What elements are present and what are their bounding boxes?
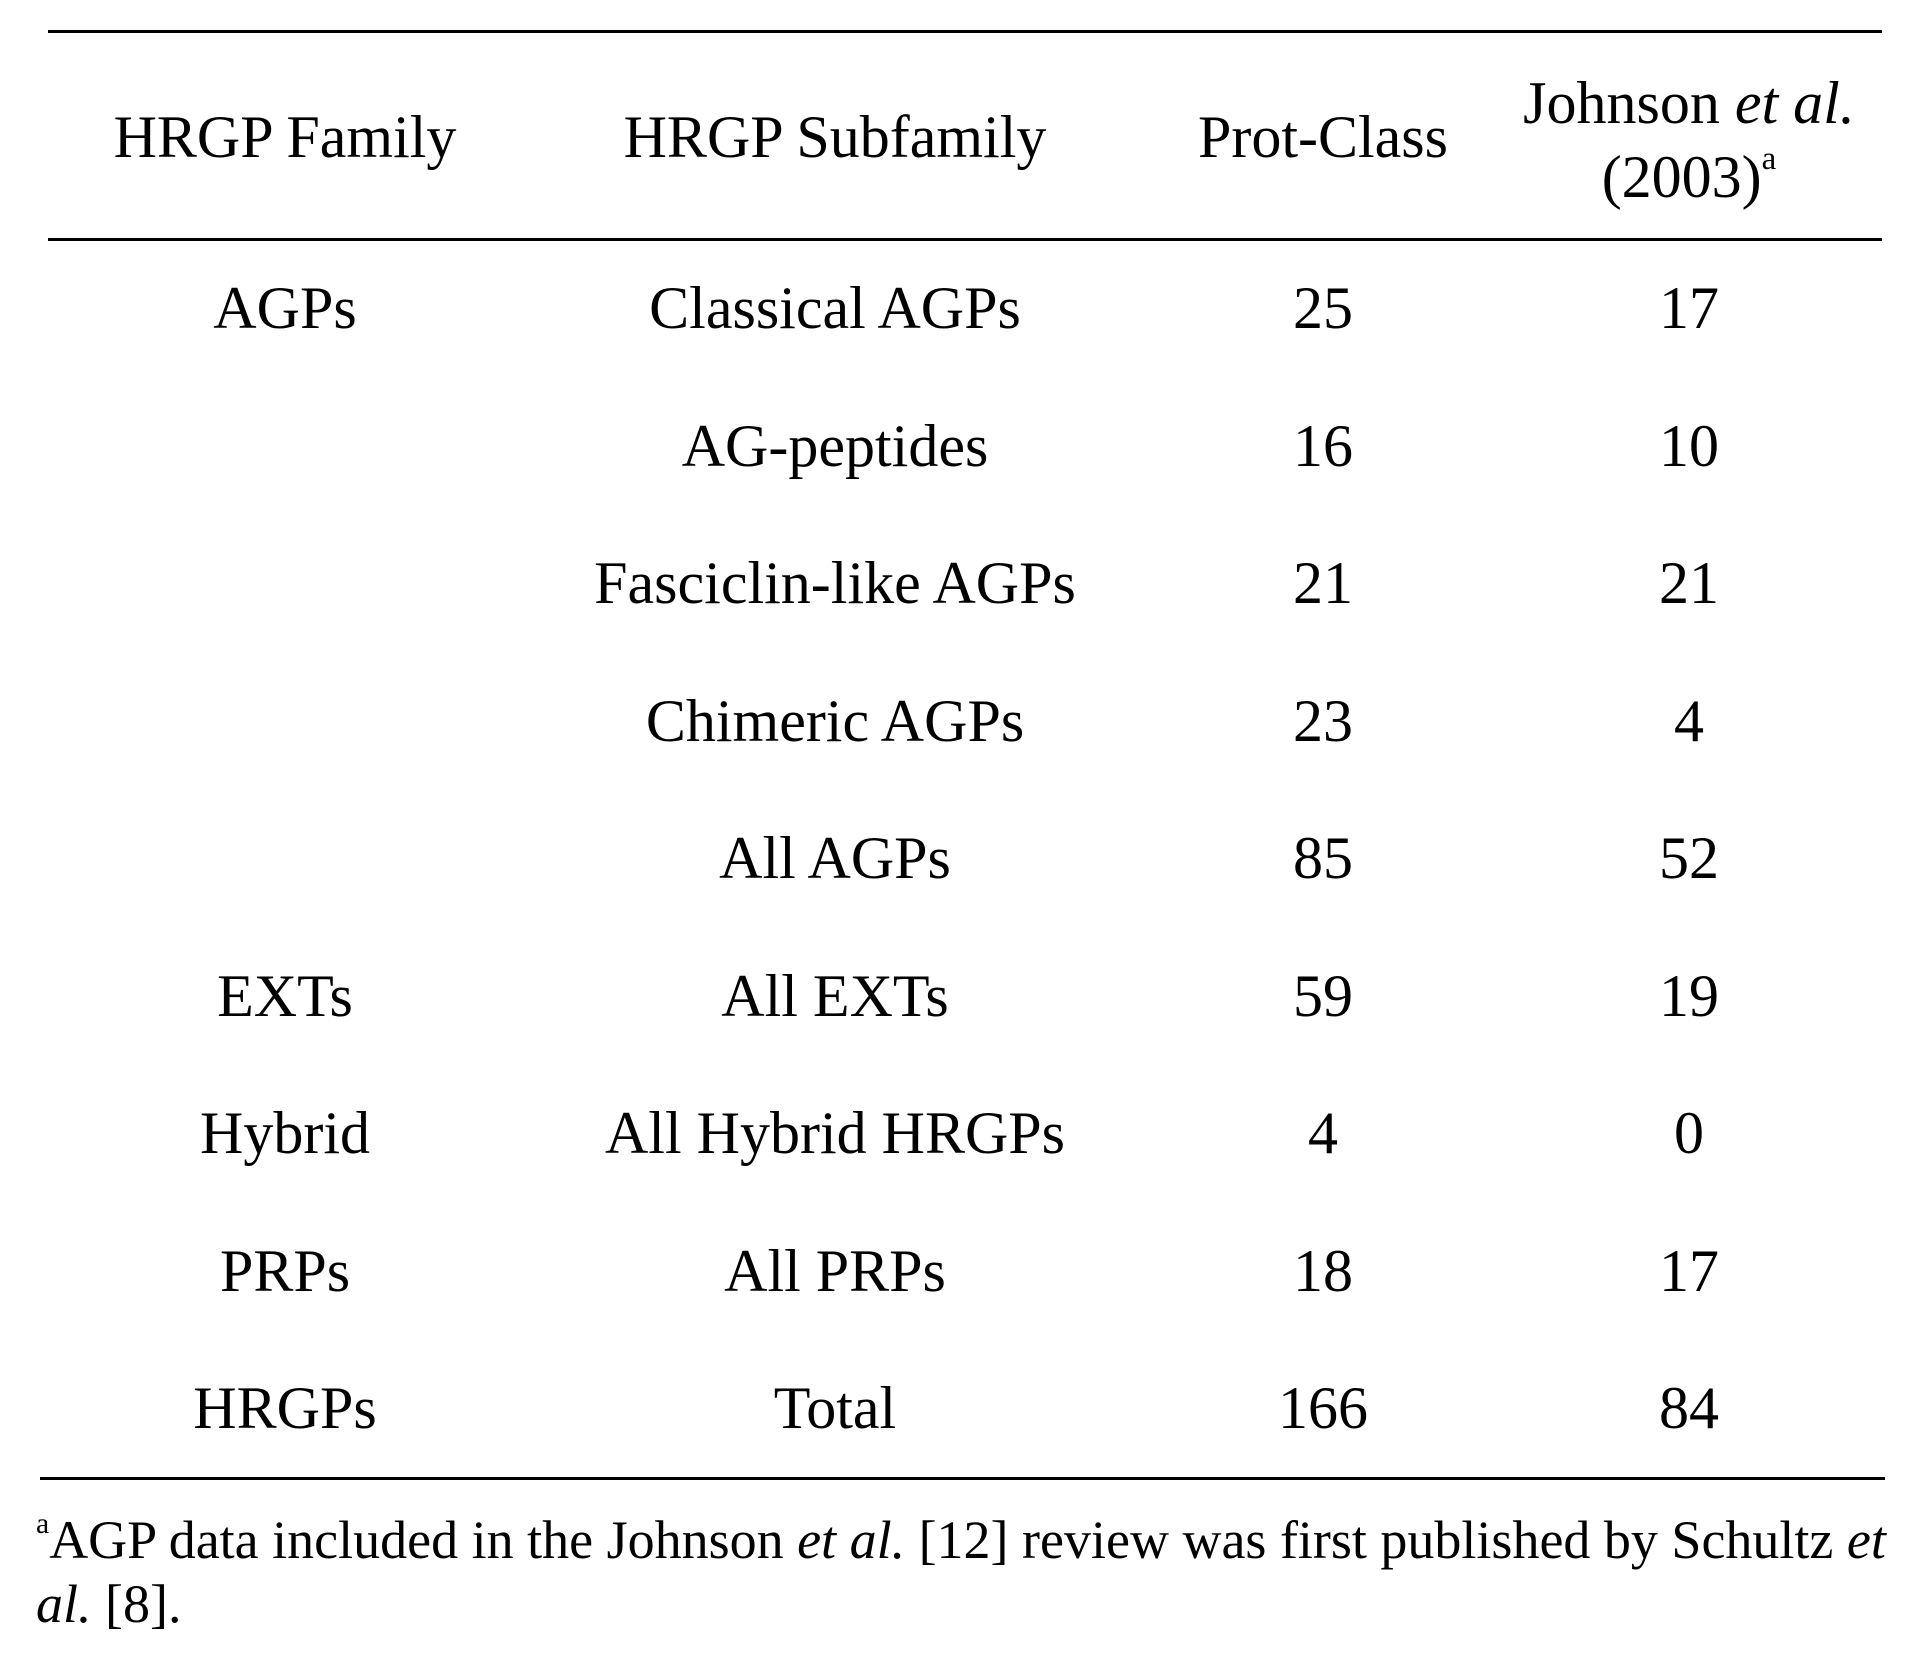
cell-protclass: 18 bbox=[1293, 1237, 1353, 1304]
header-subfamily: HRGP Subfamily bbox=[623, 104, 1047, 170]
cell-johnson: 17 bbox=[1659, 1237, 1719, 1304]
cell-subfamily: Total bbox=[773, 1375, 897, 1441]
cell-subfamily: All Hybrid HRGPs bbox=[604, 1100, 1066, 1166]
top-rule bbox=[48, 30, 1882, 33]
footnote-etal-2: et al. bbox=[36, 1510, 1886, 1634]
footnote-text-1: AGP data included in the Johnson bbox=[49, 1510, 798, 1570]
cell-johnson: 4 bbox=[1674, 687, 1704, 754]
cell-johnson: 19 bbox=[1659, 962, 1719, 1029]
cell-subfamily: AG-peptides bbox=[681, 412, 989, 479]
cell-protclass: 59 bbox=[1293, 962, 1353, 1029]
cell-protclass: 166 bbox=[1278, 1375, 1368, 1441]
header-rule bbox=[48, 238, 1882, 241]
cell-johnson: 0 bbox=[1674, 1100, 1704, 1166]
cell-protclass: 21 bbox=[1293, 550, 1353, 616]
cell-subfamily: Classical AGPs bbox=[649, 275, 1021, 341]
cell-protclass: 4 bbox=[1308, 1100, 1338, 1166]
header-johnson-etal: et al. bbox=[1734, 70, 1855, 136]
cell-subfamily: All EXTs bbox=[721, 962, 949, 1029]
cell-johnson: 10 bbox=[1659, 412, 1719, 479]
header-johnson-year: (2003) bbox=[1601, 144, 1762, 210]
header-johnson-line1 bbox=[1523, 68, 1855, 138]
header-johnson-line2 bbox=[1602, 142, 1777, 212]
cell-johnson: 84 bbox=[1659, 1375, 1719, 1441]
cell-subfamily: Fasciclin-like AGPs bbox=[594, 550, 1076, 616]
cell-johnson: 17 bbox=[1659, 275, 1719, 341]
cell-family: PRPs bbox=[219, 1237, 351, 1304]
cell-family: AGPs bbox=[213, 275, 357, 341]
cell-subfamily: All AGPs bbox=[719, 825, 951, 891]
header-family: HRGP Family bbox=[113, 104, 457, 170]
cell-protclass: 23 bbox=[1293, 687, 1353, 754]
cell-protclass: 85 bbox=[1293, 825, 1353, 891]
bottom-rule bbox=[40, 1477, 1885, 1480]
cell-subfamily: All PRPs bbox=[724, 1237, 946, 1304]
cell-protclass: 25 bbox=[1293, 275, 1353, 341]
cell-protclass: 16 bbox=[1293, 412, 1353, 479]
footnote-sup: a bbox=[36, 1507, 50, 1540]
cell-johnson: 21 bbox=[1659, 550, 1719, 616]
header-johnson-sup: a bbox=[1761, 140, 1777, 177]
cell-family: Hybrid bbox=[200, 1100, 370, 1166]
header-johnson-name: Johnson bbox=[1523, 70, 1720, 136]
cell-family: HRGPs bbox=[193, 1375, 377, 1441]
header-protclass: Prot-Class bbox=[1197, 104, 1449, 170]
cell-johnson: 52 bbox=[1659, 825, 1719, 891]
table-footnote bbox=[36, 1508, 1896, 1636]
cell-family: EXTs bbox=[217, 962, 353, 1029]
footnote-text-2: [12] review was first published by Schultz bbox=[905, 1510, 1847, 1570]
footnote-text-3: [8]. bbox=[91, 1574, 182, 1634]
cell-subfamily: Chimeric AGPs bbox=[645, 687, 1025, 754]
footnote-etal-1: et al. bbox=[797, 1510, 906, 1570]
